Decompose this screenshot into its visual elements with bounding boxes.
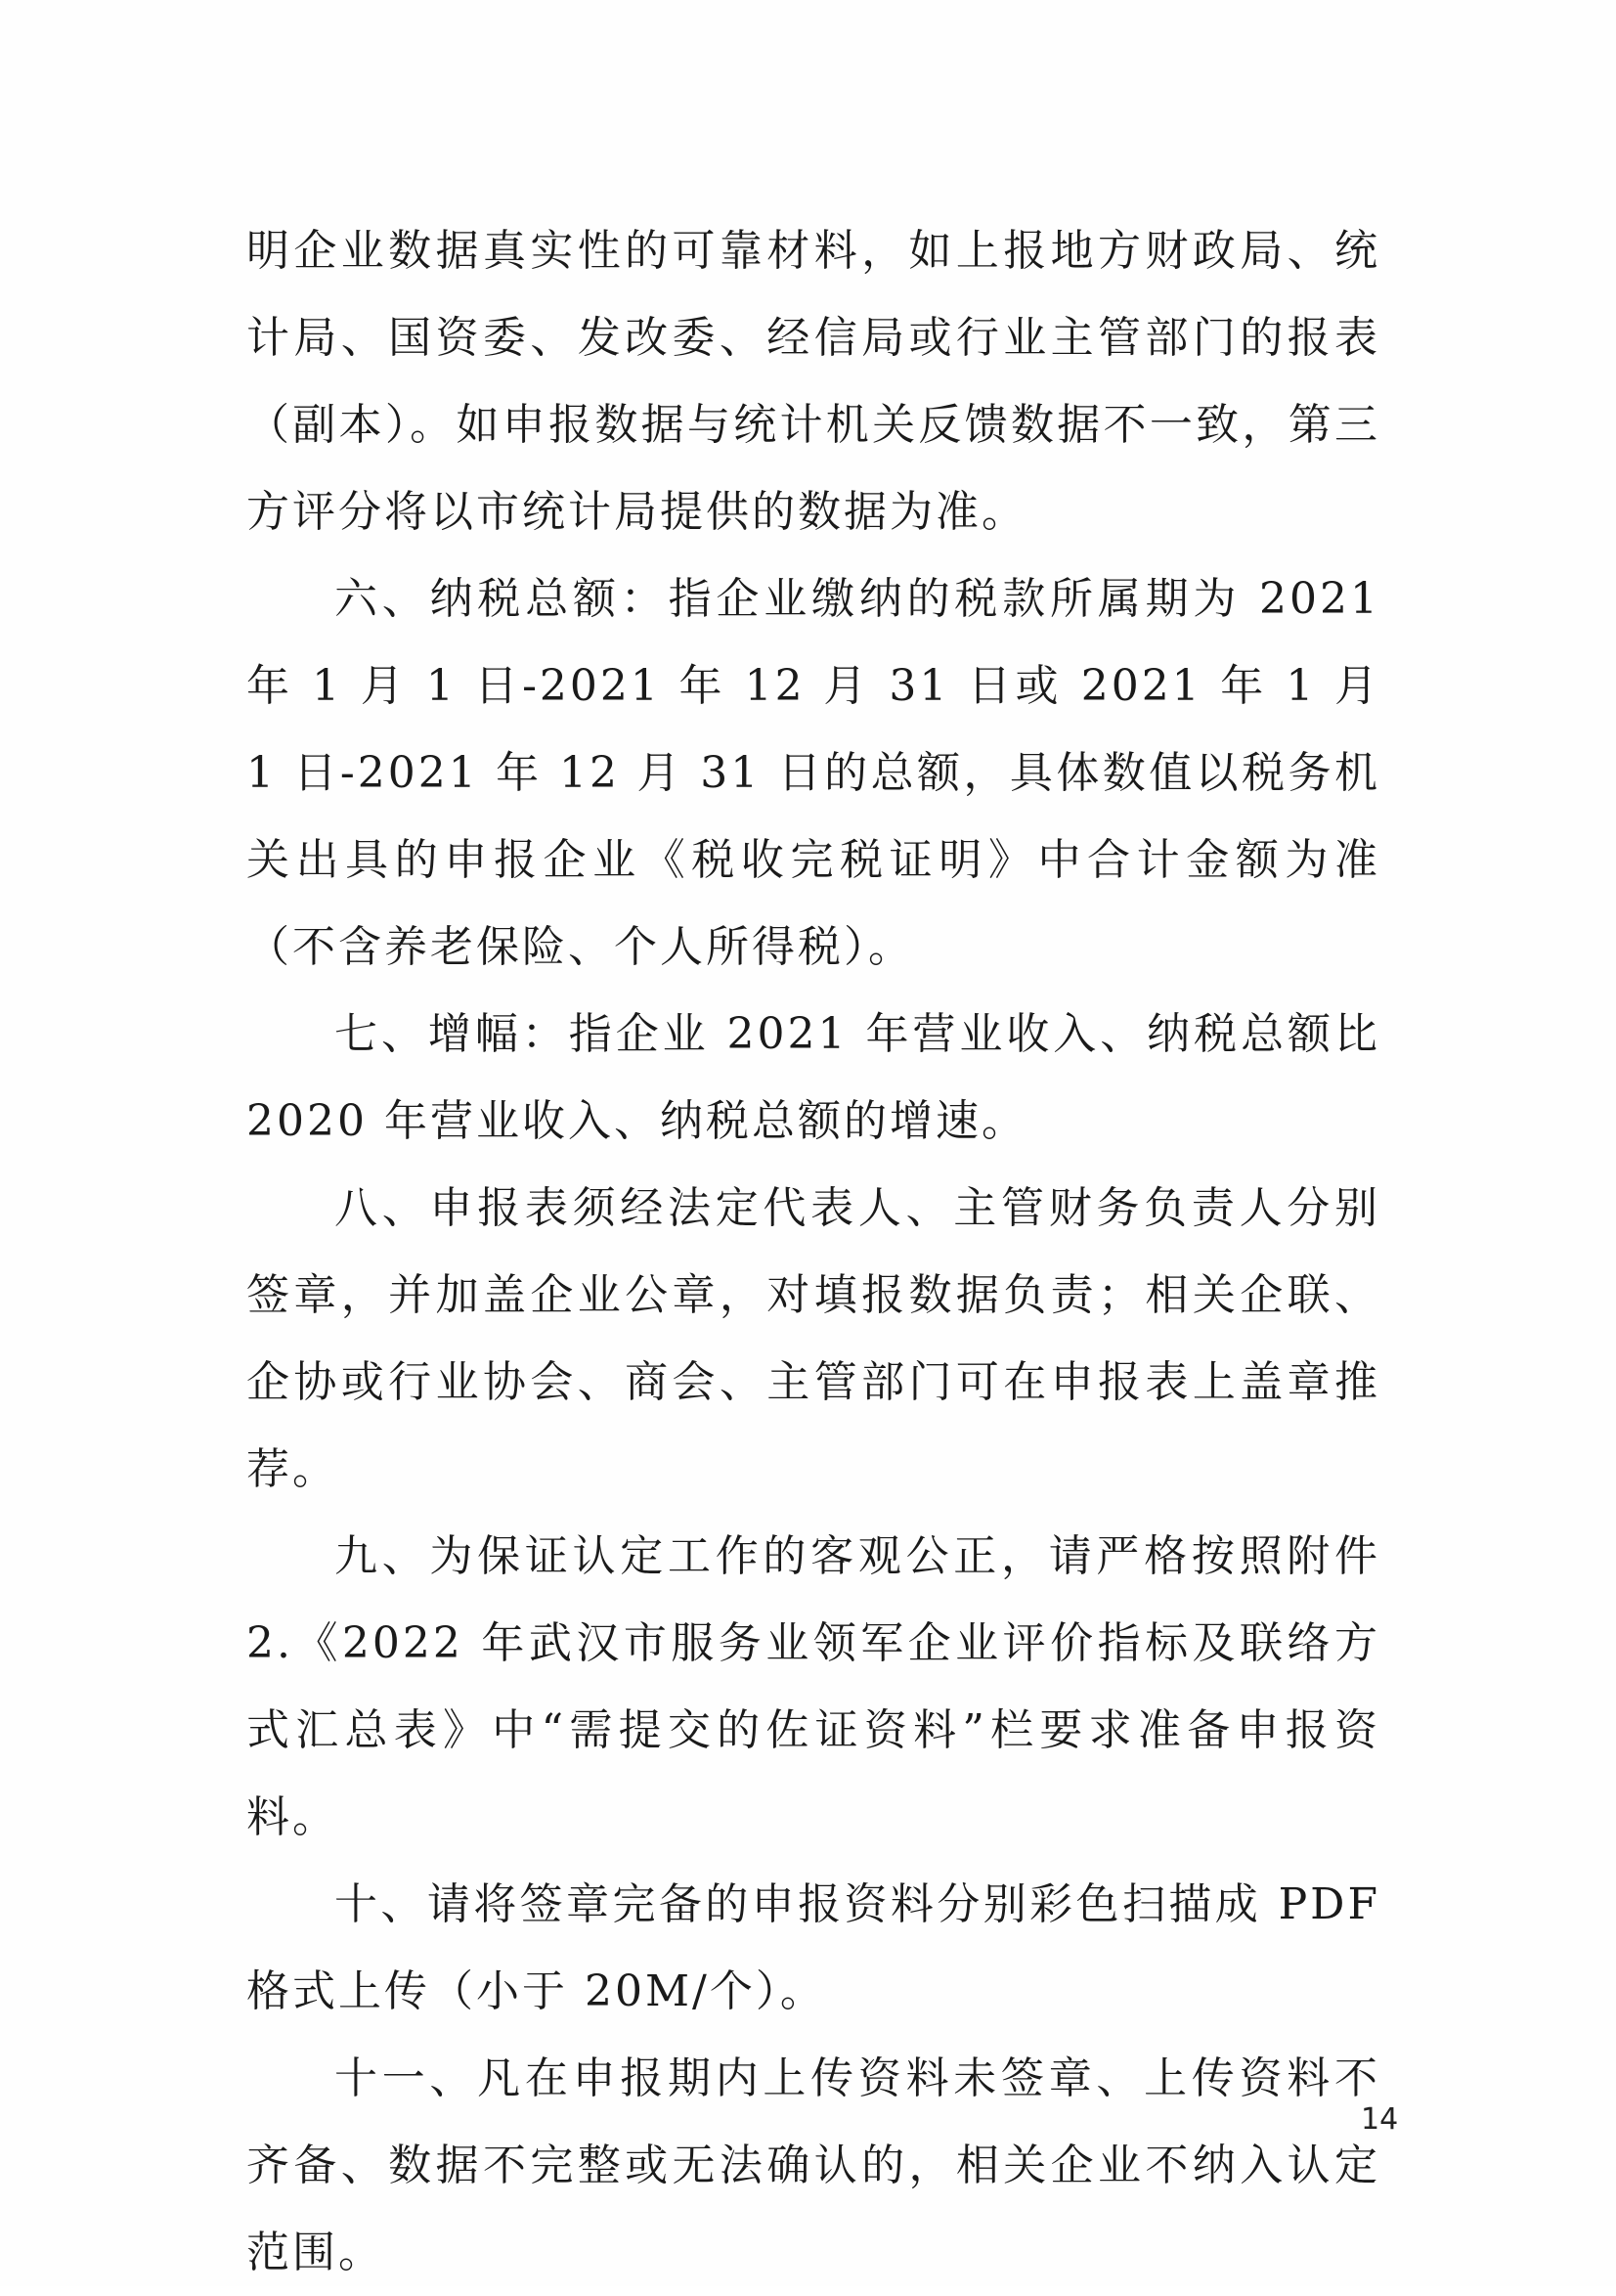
- paragraph-tax-total: 六、纳税总额：指企业缴纳的税款所属期为 2021 年 1 月 1 日-2021 年 12 月 31 日或 2021 年 1 月 1 日-2021 年 12 月 31 日的总额，具体数值以税务机关出具的申报企业《税收完税证明》中合计金额为准（不含养老保险、个人所得税）。: [246, 574, 1380, 972]
- page-number: 14: [1361, 2102, 1399, 2137]
- paragraph-continuation-data-authenticity: 明企业数据真实性的可靠材料，如上报地方财政局、统计局、国资委、发改委、经信局或行业主管部门的报表（副本）。如申报数据与统计机关反馈数据不一致，第三方评分将以市统计局提供的数据为准。: [246, 226, 1380, 537]
- paragraph-upload-format: 十、请将签章完备的申报资料分别彩色扫描成 PDF 格式上传（小于 20M/个）。: [246, 1879, 1380, 2016]
- paragraph-signature-requirement: 八、申报表须经法定代表人、主管财务负责人分别签章，并加盖企业公章，对填报数据负责；相关企联、企协或行业协会、商会、主管部门可在申报表上盖章推荐。: [246, 1183, 1380, 1494]
- paragraph-growth-rate: 七、增幅：指企业 2021 年营业收入、纳税总额比 2020 年营业收入、纳税总额的增速。: [246, 1009, 1380, 1146]
- paragraph-exclusion-rule: 十一、凡在申报期内上传资料未签章、上传资料不齐备、数据不完整或无法确认的，相关企业不纳入认定范围。: [246, 2053, 1380, 2277]
- paragraph-supporting-materials: 九、为保证认定工作的客观公正，请严格按照附件 2.《2022 年武汉市服务业领军企业评价指标及联络方式汇总表》中“需提交的佐证资料”栏要求准备申报资料。: [246, 1531, 1380, 1842]
- document-body: [246, 207, 1380, 2296]
